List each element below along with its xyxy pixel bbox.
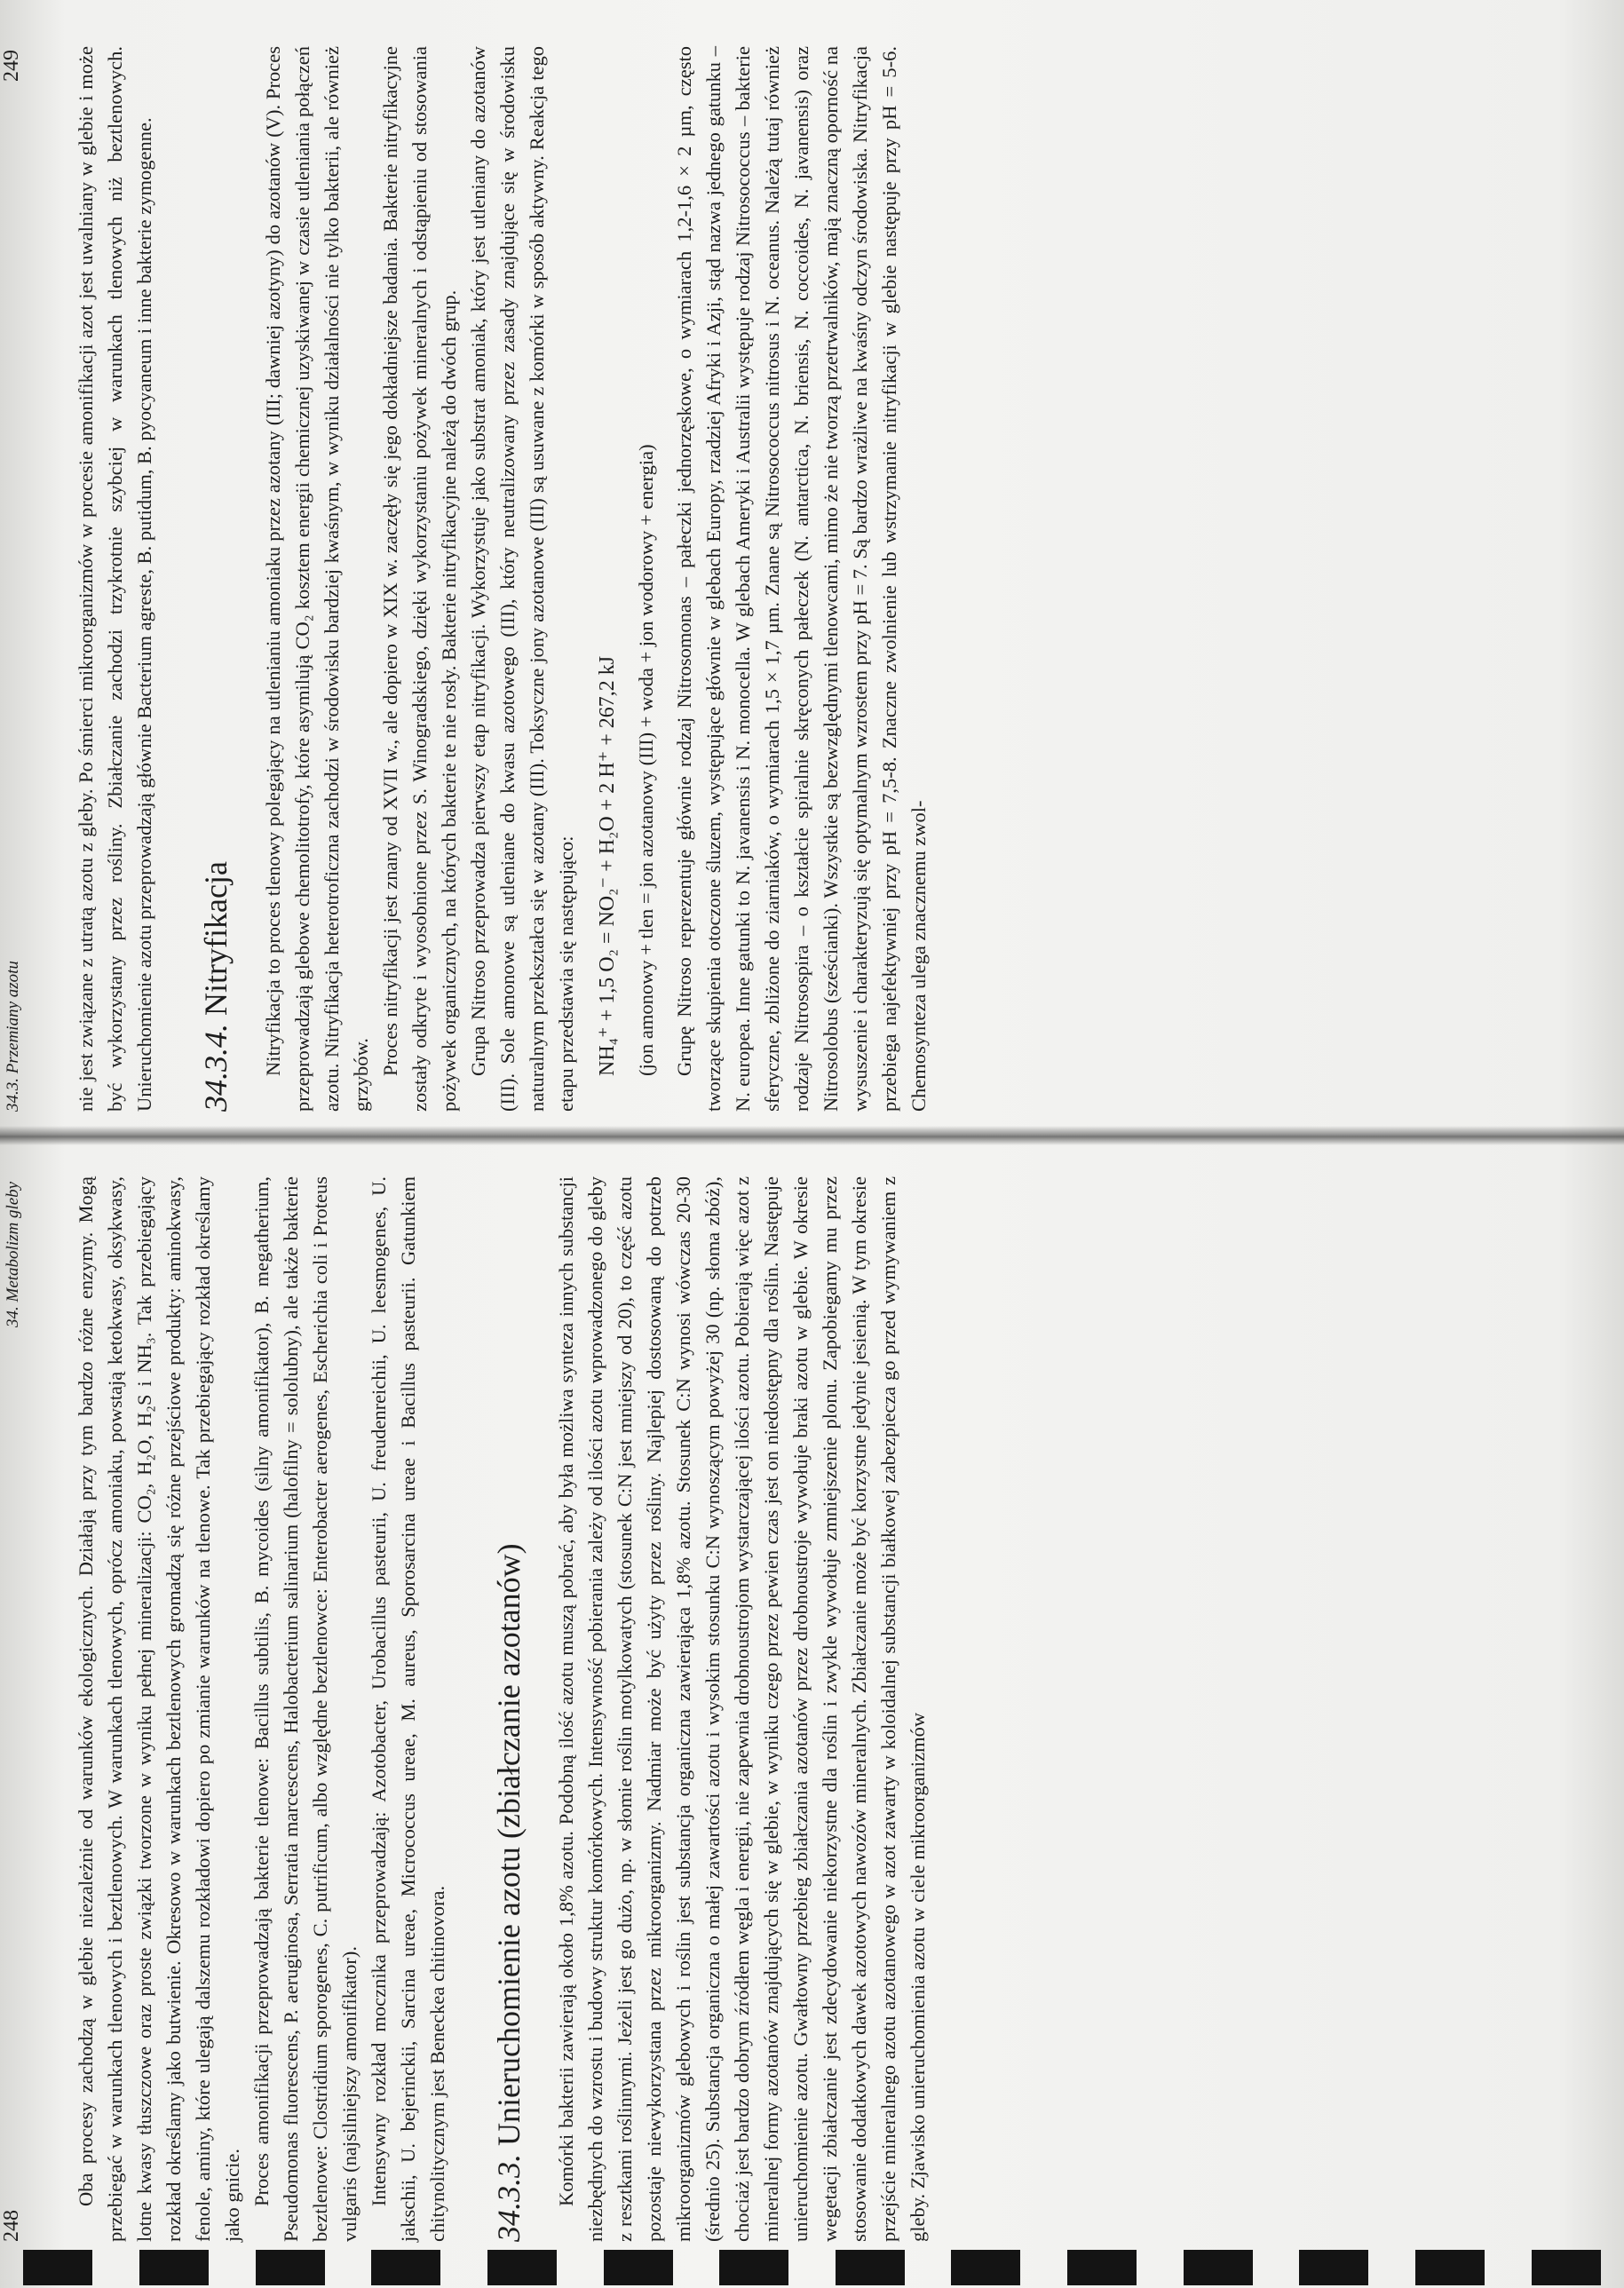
running-head: 34. Metabolizm gleby xyxy=(4,1181,22,1327)
section-heading xyxy=(489,1176,528,2242)
paragraph: Grupa Nitroso przeprowadza pierwszy etap nitryfikacji. Wykorzystuje jako substrat amoniak, który jest utleniany do azotanów (III). Sole amonowe są utleniane do kwasu azotowego (III), który neutralizowany przez zasady znajdujące się w środowisku naturalnym przekształca się w azotany (III). Toksyczne jony azotanowe (III) są usuwane z komórki w sposób aktywny. Reakcja tego etapu przedstawia się następująco: xyxy=(467,46,577,1112)
running-head: 34.3. Przemiany azotu xyxy=(4,961,22,1112)
paragraph: Oba procesy zachodzą w glebie niezależnie od warunków ekologicznych. Działają przy tym bardzo różne enzymy. Mogą przebiegać w warunkach tlenowych i beztlenowych. W warunkach tlenowych, oprócz amoniaku, powstają ketokwasy, oksykwasy, lotne kwasy tłuszczowe oraz proste związki tworzone w wyniku pełnej mineralizacji: CO₂, H₂O, H₂S i NH₃. Tak przebiegający rozkład określamy jako butwienie. Okresowo w warunkach beztlenowych gromadzą się różne przejściowe produkty: aminokwasy, fenole, aminy, które ulegają dalszemu rozkładowi dopiero po zmianie warunków na tlenowe. Tak przebiegający rozkład określamy jako gnicie. xyxy=(75,1176,243,2242)
binding-mark xyxy=(836,2250,905,2285)
binding-mark xyxy=(256,2250,325,2285)
page-header xyxy=(0,1176,36,2242)
binding-edge-marks xyxy=(0,2246,1624,2288)
paragraph: Nitryfikacja to proces tlenowy polegający na utlenianiu amoniaku przez azotany (III; dawniej azotyny) do azotanów (V). Proces przeprowadzają glebowe chemolitotrofy, które asymilują CO₂ kosztem energii chemicznej uzyskiwanej w czasie utleniania połączeń azotu. Nitryfikacja heterotroficzna zachodzi w środowisku bardziej kwaśnym, w wyniku działalności nie tylko bakterii, ale również grzybów. xyxy=(262,46,372,1112)
page-header xyxy=(0,46,36,1112)
page-body xyxy=(71,46,933,1112)
chemical-equation: NH₄⁺ + 1,5 O₂ = NO₂⁻ + H₂O + 2 H⁺ + 267,2 kJ xyxy=(596,655,619,1076)
binding-mark xyxy=(1532,2250,1601,2285)
page-body xyxy=(71,1176,932,2242)
binding-mark xyxy=(487,2250,557,2285)
section-number: 34.3.4. xyxy=(198,1024,234,1112)
binding-mark xyxy=(1415,2250,1485,2285)
paragraph: Intensywny rozkład mocznika przeprowadzają: Azotobacter, Urobacillus pasteurii, U. freudenreichii, U. leesmogenes, U. jakschii, U. bejerinckii, Sarcina ureae, Micrococcus ureae, M. aureus, Sporosarcina ureae i Bacillus pasteurii. Gatunkiem chitynolitycznym jest Beneckea chitinovora. xyxy=(368,1176,448,2242)
paragraph: nie jest związane z utratą azotu z gleby. Po śmierci mikroorganizmów w procesie amonifikacji azot jest uwalniany w glebie i może być wykorzystany przez rośliny. Zbiałczanie zachodzi trzykrotnie szybciej w warunkach tlenowych niż beztlenowych. Unieruchomienie azotu przeprowadzają głównie Bacterium agreste, B. putidum, B. pyocyaneum i inne bakterie zymogenne. xyxy=(75,46,155,1112)
section-heading xyxy=(196,46,235,1112)
binding-mark xyxy=(1067,2250,1137,2285)
paragraph: Proces nitryfikacji jest znany od XVII w., ale dopiero w XIX w. zaczęły się jego dokładniejsze badania. Bakterie nitryfikacyjne zostały odkryte i wyosobnione przez S. Winogradskiego, dzięki wykorzystaniu pożywek mineralnych i odstąpieniu od stosowania pożywek organicznych, na których bakterie te nie rosły. Bakterie nitryfikacyjne należą do dwóch grup. xyxy=(379,46,460,1112)
binding-mark xyxy=(951,2250,1020,2285)
binding-mark xyxy=(1184,2250,1253,2285)
equation-legend: (jon amonowy + tlen = jon azotanowy (III) + woda + jon wodorowy + energia) xyxy=(635,444,657,1076)
binding-mark xyxy=(371,2250,440,2285)
binding-mark xyxy=(139,2250,209,2285)
section-title: Unieruchomienie azotu (zbiałczanie azotanów) xyxy=(491,1543,527,2146)
left-page-248 xyxy=(0,1141,1580,2242)
binding-mark xyxy=(23,2250,92,2285)
paragraph: Komórki bakterii zawierają około 1,8% azotu. Podobną ilość azotu muszą pobrać, aby była możliwa synteza innych substancji niezbędnych do wzrostu i budowy struktur komórkowych. Intensywność pobierania zależy od ilości azotu wprowadzonego do gleby z resztkami roślinnymi. Jeżeli jest go dużo, np. w słomie roślin motylkowatych (stosunek C:N jest mniejszy od 20), to część azotu pozostaje niewykorzystana przez mikroorganizmy. Nadmiar może być użyty przez rośliny. Najlepiej dostosowaną do potrzeb mikroorganizmów glebowych i roślin jest substancja organiczna zawierająca 1,8% azotu. Stosunek C:N wynosi wówczas 20-30 (średnio 25). Substancja organiczna o małej zawartości azotu i wysokim stosunku C:N wynoszącym powyżej 30 (np. słoma zbóż), chociaż jest bardzo dobrym źródłem węgla i energii, nie zapewnia drobnoustrojom wystarczającej ilości azotu. Pobierają więc azot z mineralnej formy azotanów znajdujących się w glebie, w wyniku czego przez pewien czas jest on niedostępny dla roślin. Następuje unieruchomienie azotu. Gwałtowny przebieg zbiałczania azotanów przez drobnoustroje wywołuje braki azotu w glebie. W okresie wegetacji zbiałczanie jest zdecydowanie niekorzystne dla roślin i zwykle wywołuje zmniejszenie plonu. Zapobiegamy mu przez stosowanie dodatkowych dawek azotowych nawozów mineralnych. Zbiałczanie może być korzystne jedynie jesienią. W tym okresie przejście mineralnego azotu azotanowego w azot zawarty w koloidalnej substancji białkowej zabezpiecza go przed wymywaniem z gleby. Zjawisko unieruchomienia azotu w ciele mikroorganizmów xyxy=(555,1176,929,2242)
page-number: 249 xyxy=(0,50,23,82)
binding-mark xyxy=(719,2250,788,2285)
binding-mark xyxy=(604,2250,673,2285)
page-number: 248 xyxy=(0,2210,23,2242)
section-title: Nitryfikacja xyxy=(198,861,234,1016)
right-page-249 xyxy=(0,11,1580,1112)
section-number: 34.3.3. xyxy=(491,2154,527,2242)
binding-mark xyxy=(1299,2250,1368,2285)
paragraph: Grupę Nitroso reprezentuje głównie rodzaj Nitrosomonas – pałeczki jednorzęskowe, o wymiarach 1,2-1,6 × 2 µm, często tworzące skupienia otoczone śluzem, występujące głównie w glebach Europy, rzadziej Afryki i Azji, stąd nazwa jednego gatunku – N. europea. Inne gatunki to N. javanensis i N. monocella. W glebach Ameryki i Australii występuje rodzaj Nitrosococcus – bakterie sferyczne, zbliżone do ziarniaków, o wymiarach 1,5 × 1,7 µm. Znane są Nitrosococcus nitrosus i N. oceanus. Należą tutaj również rodzaje Nitrosospira – o kształcie spiralnie skręconych pałeczek (N. antarctica, N. briensis, N. coccoides, N. javanensis) oraz Nitrosolobus (sześcianki). Wszystkie są bezwzględnymi tlenowcami, mimo że nie tworzą przetrwalników, mają znaczną oporność na wysuszenie i charakteryzują się optymalnym wzrostem przy pH = 7. Są bardzo wrażliwe na kwaśny odczyn środowiska. Nitryfikacja przebiega najefektywniej przy pH = 7,5-8. Znaczne zwolnienie lub wstrzymanie nitryfikacji w glebie następuje przy pH = 5-6. Chemosynteza ulega znacznemu zwol- xyxy=(673,46,930,1112)
paragraph: Proces amonifikacji przeprowadzają bakterie tlenowe: Bacillus subtilis, B. mycoides (silny amonifikator), B. megatherium, Pseudomonas fluorescens, P. aeruginosa, Serratia marcescens, Halobacterium salinarium (halofilny = sololubny), ale także bakterie beztlenowe: Clostridium sporogenes, C. putrificum, albo względne beztlenowce: Enterobacter aerogenes, Escherichia coli i Proteus vulgaris (najsilniejszy amonifikator). xyxy=(250,1176,360,2242)
